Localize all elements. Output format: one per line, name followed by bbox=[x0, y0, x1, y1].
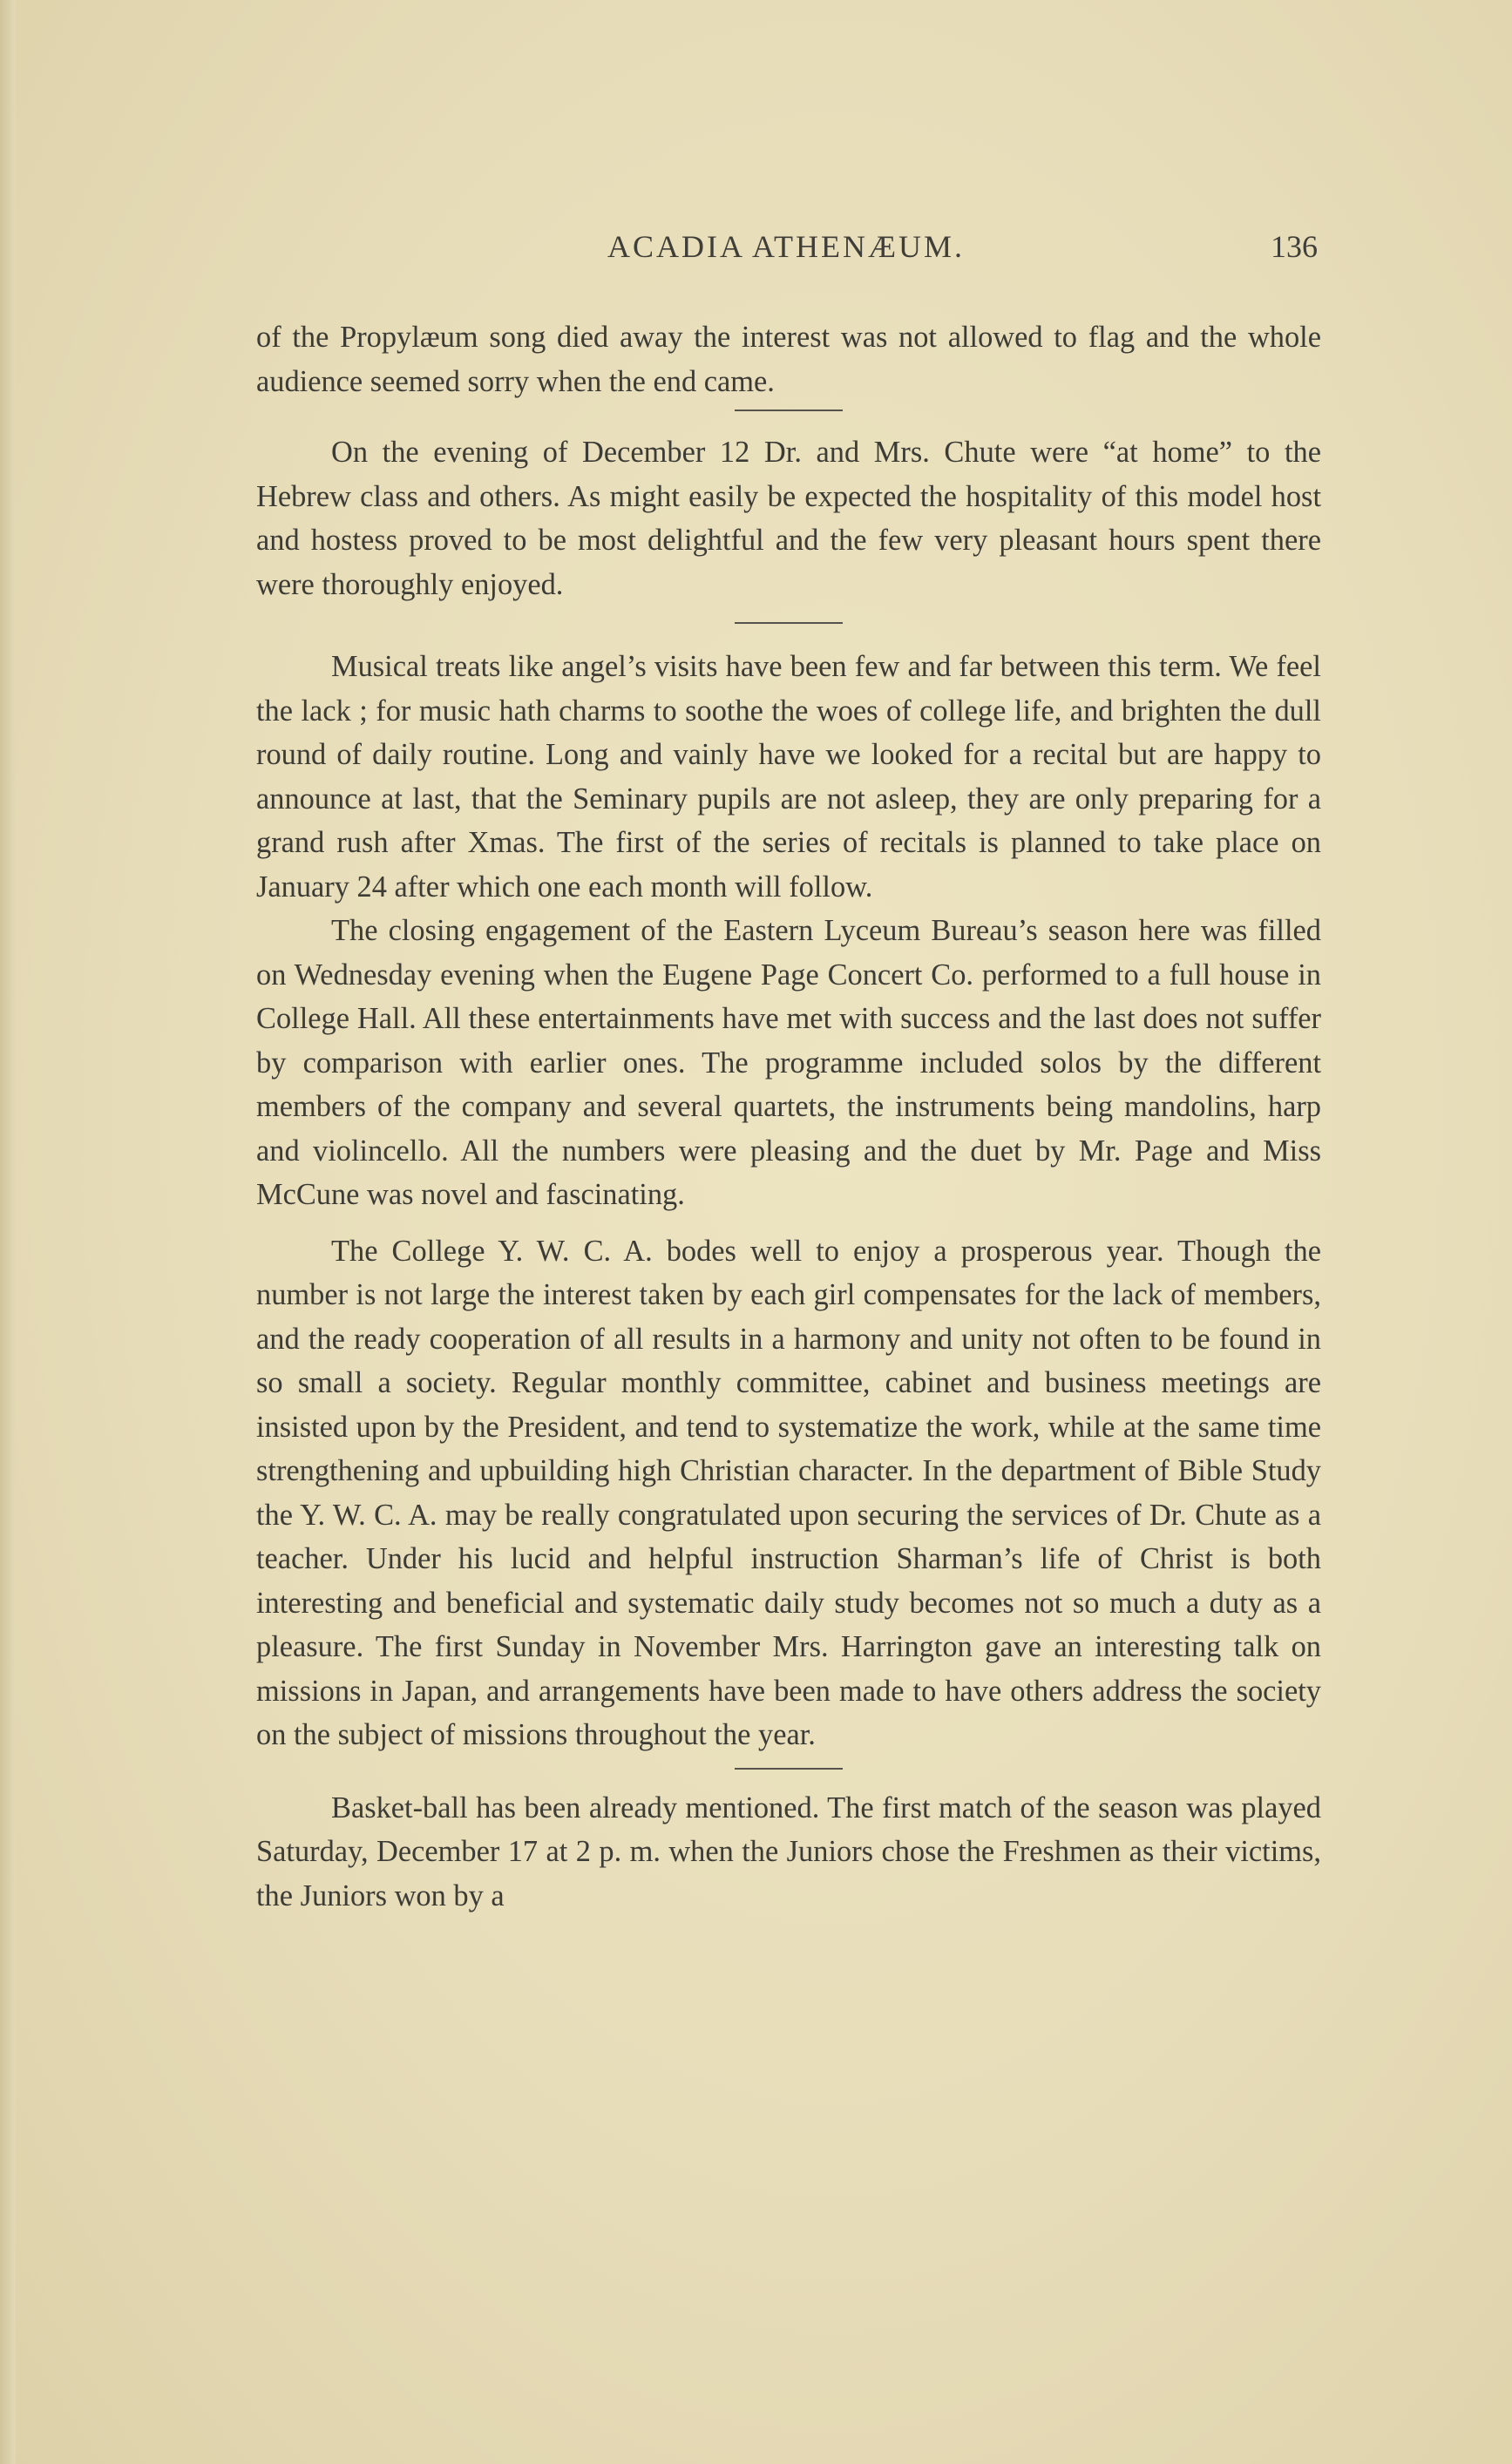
section-divider bbox=[735, 622, 843, 624]
section-divider bbox=[735, 1768, 843, 1770]
paragraph-basket-ball: Basket-ball has been already mentioned. The first match of the season was played Saturday, December 17 at 2 p. m. when the Juniors chose the Freshmen as their victims, the Juniors won by a bbox=[256, 1790, 1321, 1912]
paragraph-ywca: The College Y. W. C. A. bodes well to enjoy a prosperous year. Though the number is not large the interest taken by each girl compensates for the lack of members, and the ready cooperation of all results in a harmony and unity not often to be found in so small a society. Regular monthly committee, cabinet and business meetings are insisted upon by the President, and tend to systematize the work, while at the same time strengthening and upbuilding high Christian character. In the department of Bible Study the Y. W. C. A. may be really congratulated upon securing the services of Dr. Chute as a teacher. Under his lucid and helpful instruction Sharman’s life of Christ is both interesting and beneficial and systematic daily study becomes not so much a duty as a pleasure. The first Sunday in November Mrs. Harrington gave an interesting talk on missions in Japan, and arrangements have been made to have others address the society on the subject of missions throughout the year. bbox=[256, 1234, 1321, 1751]
page-spine-shadow bbox=[0, 0, 16, 2464]
running-title: ACADIA ATHENÆUM. bbox=[607, 229, 966, 264]
paragraph-musical-treats: Musical treats like angel’s visits have been few and far between this term. We feel the lack ; for music hath charms to soothe the woes of college life, and brighten the dull round of daily routine. Long and vainly have we looked for a recital but are happy to announce at last, that the Seminary pupils are not asleep, they are only preparing for a grand rush after Xmas. The first of the series of recitals is planned to take place on January 24 after which one each month will follow. bbox=[256, 650, 1321, 904]
running-header bbox=[254, 228, 1318, 268]
paragraph-propylaeum-continuation: of the Propylæum song died away the interest was not allowed to flag and the whole audience seemed sorry when the end came. bbox=[256, 321, 1321, 398]
page-number: 136 bbox=[1271, 229, 1318, 264]
section-divider bbox=[735, 410, 843, 411]
paragraph-lyceum-concert: The closing engagement of the Eastern Lyceum Bureau’s season here was filled on Wednesday evening when the Eugene Page Concert Co. performed to a full house in College Hall. All these entertainments have met with success and the last does not suffer by comparison with earlier ones. The programme included solos by the different members of the company and several quartets, the instruments being mandolins, harp and violincello. All the numbers were pleasing and the duet by Mr. Page and Miss McCune was novel and fascinating. bbox=[256, 914, 1321, 1211]
paragraph-gap bbox=[256, 1217, 1321, 1229]
paragraph-chute-at-home: On the evening of December 12 Dr. and Mrs. Chute were “at home” to the Hebrew class and others. As might easily be expected the hospitality of this model host and hostess proved to be most delightful and the few very pleasant hours spent there were thoroughly enjoyed. bbox=[256, 436, 1321, 601]
article-body bbox=[256, 315, 1321, 1918]
